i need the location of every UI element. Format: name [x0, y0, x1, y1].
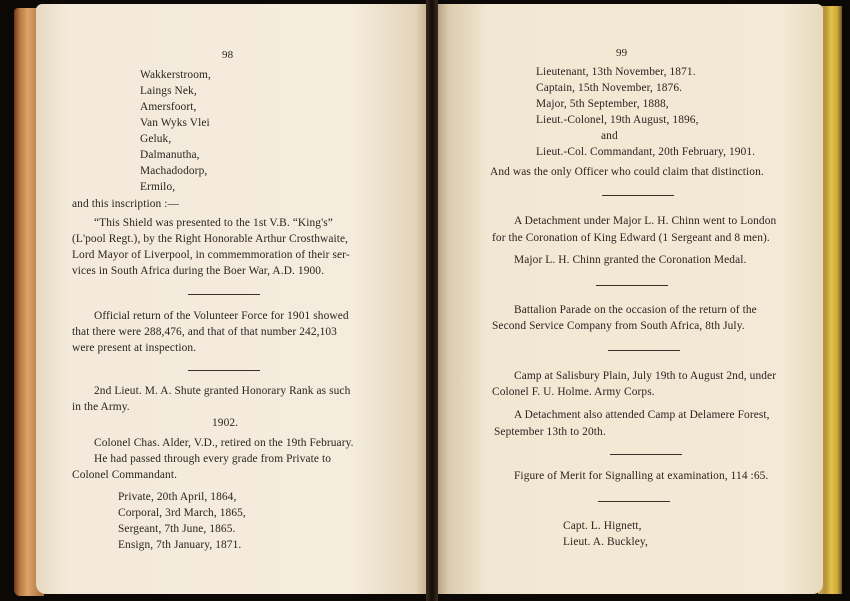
alder-line: Colonel Commandant. — [72, 469, 178, 481]
alder-line: He had passed through every grade from Private to — [94, 453, 332, 465]
delamere-line: A Detachment also attended Camp at Delamere Forest, — [514, 409, 770, 421]
grade-item: Sergeant, 7th June, 1865. — [118, 523, 236, 535]
inscription-line: (L'pool Regt.), by the Right Honorable Arthur Crosthwaite, — [72, 233, 349, 245]
place-item: Laings Nek, — [140, 85, 197, 97]
section-rule — [598, 501, 670, 502]
inscription-line: vices in South Africa during the Boer War, A.D. 1900. — [72, 265, 325, 277]
medal-line: Major L. H. Chinn granted the Coronation Medal. — [514, 254, 747, 266]
detachment-line: A Detachment under Major L. H. Chinn went to London — [514, 215, 777, 227]
section-rule — [188, 370, 260, 371]
detachment-line: for the Coronation of King Edward (1 Sergeant and 8 men). — [492, 232, 770, 244]
place-item: Amersfoort, — [140, 101, 197, 113]
alder-line: Colonel Chas. Alder, V.D., retired on the 19th February. — [94, 437, 354, 449]
signalling-line: Figure of Merit for Signalling at examination, 114 :65. — [514, 470, 769, 482]
officer-item: Lieut. A. Buckley, — [563, 536, 648, 548]
inscription-intro: and this inscription :— — [72, 198, 180, 210]
rank-item: Major, 5th September, 1888, — [536, 98, 669, 110]
section-rule — [602, 195, 674, 196]
left-page-number: 98 — [222, 49, 234, 61]
place-item: Wakkerstroom, — [140, 69, 211, 81]
grade-item: Ensign, 7th January, 1871. — [118, 539, 242, 551]
shute-line: 2nd Lieut. M. A. Shute granted Honorary Rank as such — [94, 385, 351, 397]
rank-item: Lieut.-Col. Commandant, 20th February, 1901. — [536, 146, 756, 158]
book-gutter — [426, 0, 438, 601]
section-rule — [610, 454, 682, 455]
section-rule — [188, 294, 260, 295]
return-line: Official return of the Volunteer Force for 1901 showed — [94, 310, 349, 322]
inscription-line: Lord Mayor of Liverpool, in commemmoration of their ser- — [72, 249, 350, 261]
parade-line: Second Service Company from South Africa, 8th July. — [492, 320, 745, 332]
distinction-line: And was the only Officer who could claim that distinction. — [490, 166, 764, 178]
place-item: Geluk, — [140, 133, 172, 145]
rank-item: Lieut.-Colonel, 19th August, 1896, — [536, 114, 699, 126]
rank-item: Lieutenant, 13th November, 1871. — [536, 66, 696, 78]
place-item: Machadodorp, — [140, 165, 208, 177]
grade-item: Private, 20th April, 1864, — [118, 491, 237, 503]
return-line: were present at inspection. — [72, 342, 197, 354]
section-rule — [596, 285, 668, 286]
return-line: that there were 288,476, and that of that number 242,103 — [72, 326, 337, 338]
camp-line: Camp at Salisbury Plain, July 19th to August 2nd, under — [514, 370, 777, 382]
delamere-line: September 13th to 20th. — [494, 426, 606, 438]
camp-line: Colonel F. U. Holme. Army Corps. — [492, 386, 655, 398]
year-heading: 1902. — [212, 417, 239, 429]
parade-line: Battalion Parade on the occasion of the return of the — [514, 304, 757, 316]
grade-item: Corporal, 3rd March, 1865, — [118, 507, 246, 519]
right-page-number: 99 — [616, 47, 628, 59]
officer-item: Capt. L. Hignett, — [563, 520, 642, 532]
and-word: and — [601, 130, 618, 142]
section-rule — [608, 350, 680, 351]
place-item: Ermilo, — [140, 181, 176, 193]
shute-line: in the Army. — [72, 401, 130, 413]
place-item: Dalmanutha, — [140, 149, 200, 161]
place-item: Van Wyks Vlei — [140, 117, 210, 129]
rank-item: Captain, 15th November, 1876. — [536, 82, 683, 94]
inscription-line: “This Shield was presented to the 1st V.B. “King's” — [94, 217, 333, 229]
